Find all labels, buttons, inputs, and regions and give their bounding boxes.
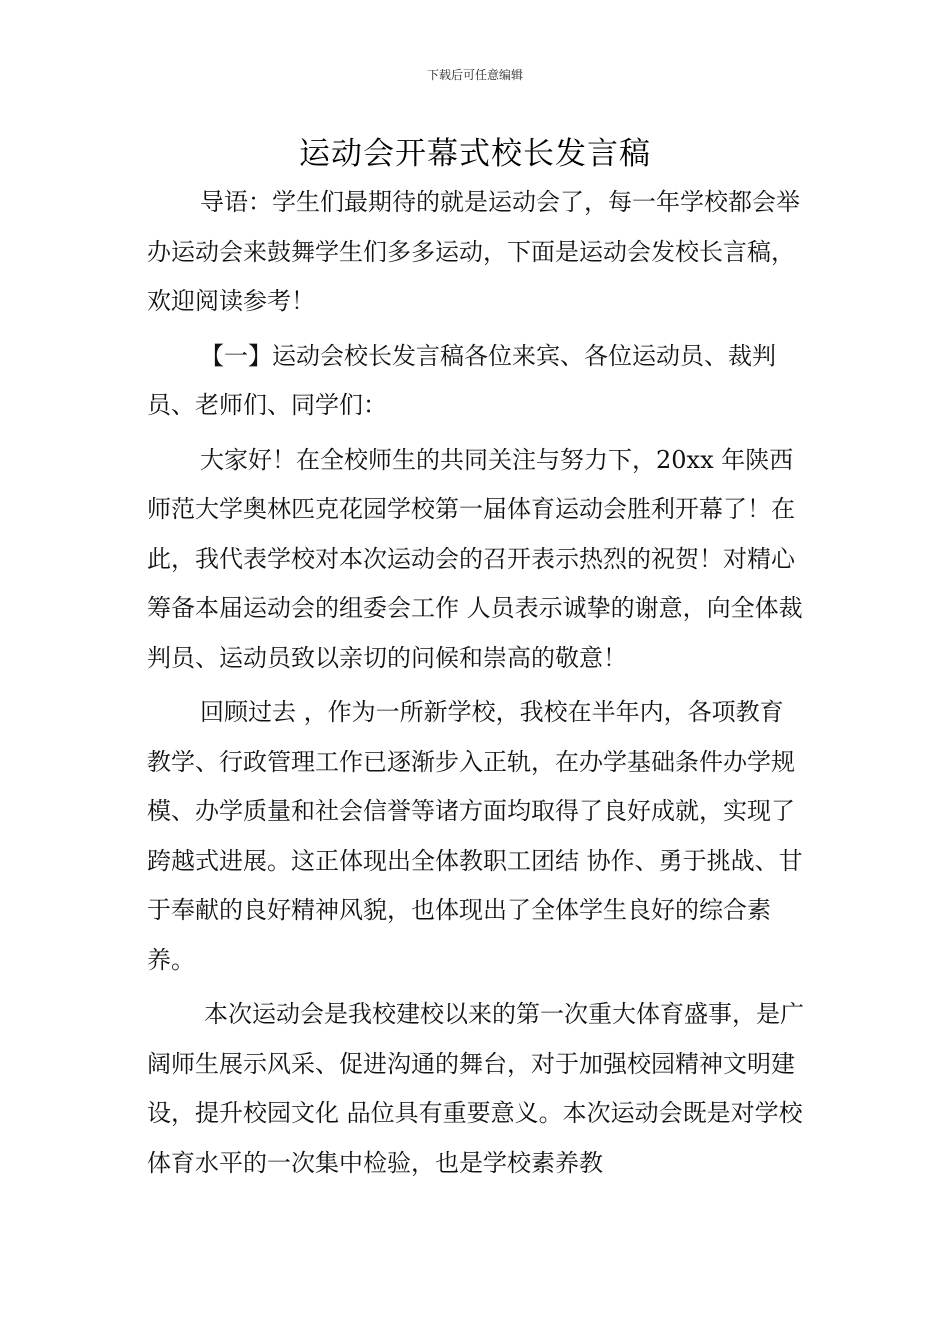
paragraph-significance: 本次运动会是我校建校以来的第一次重大体育盛事，是广阔师生展示风采、促进沟通的舞台，对于加强校园精神文明建设，提升校园文化 品位具有重要意义。本次运动会既是对学校体育水平的一次集中检验，也是学校素养教 [147,1000,804,1177]
paragraph-intro: 导语：学生们最期待的就是运动会了，每一年学校都会举办运动会来鼓舞学生们多多运动，下面是运动会发校长言稿，欢迎阅读参考！ [147,188,800,315]
paragraph-section-one: 【一】运动会校长发言稿各位来宾、各位运动员、裁判员、老师们、同学们： [147,341,776,419]
document-title: 运动会开幕式校长发言稿 [299,136,651,172]
paragraph-review: 回顾过去 ，作为一所新学校，我校在半年内，各项教育教学、行政管理工作已逐渐步入正轨，在办学基础条件办学规模、办学质量和社会信誉等诸方面均取得了良好成就，实现了跨越式进展。这正体现出全体教职工团结 协作、勇于挑战、甘于奉献的良好精神风貌，也体现出了全体学生良好的综合素养。 [147,698,803,974]
paragraph-greeting: 大家好！在全校师生的共同关注与努力下，20xx 年陕西师范大学奥林匹克花园学校第一届体育运动会胜利开幕了！在此，我代表学校对本次运动会的召开表示热烈的祝贺！对精心筹备本届运动会的组委会工作 人员表示诚挚的谢意，向全体裁判员、运动员致以亲切的问候和崇高的敬意！ [147,445,803,672]
document-body [147,178,807,1188]
page-header: 下载后可任意编辑 [426,68,523,82]
